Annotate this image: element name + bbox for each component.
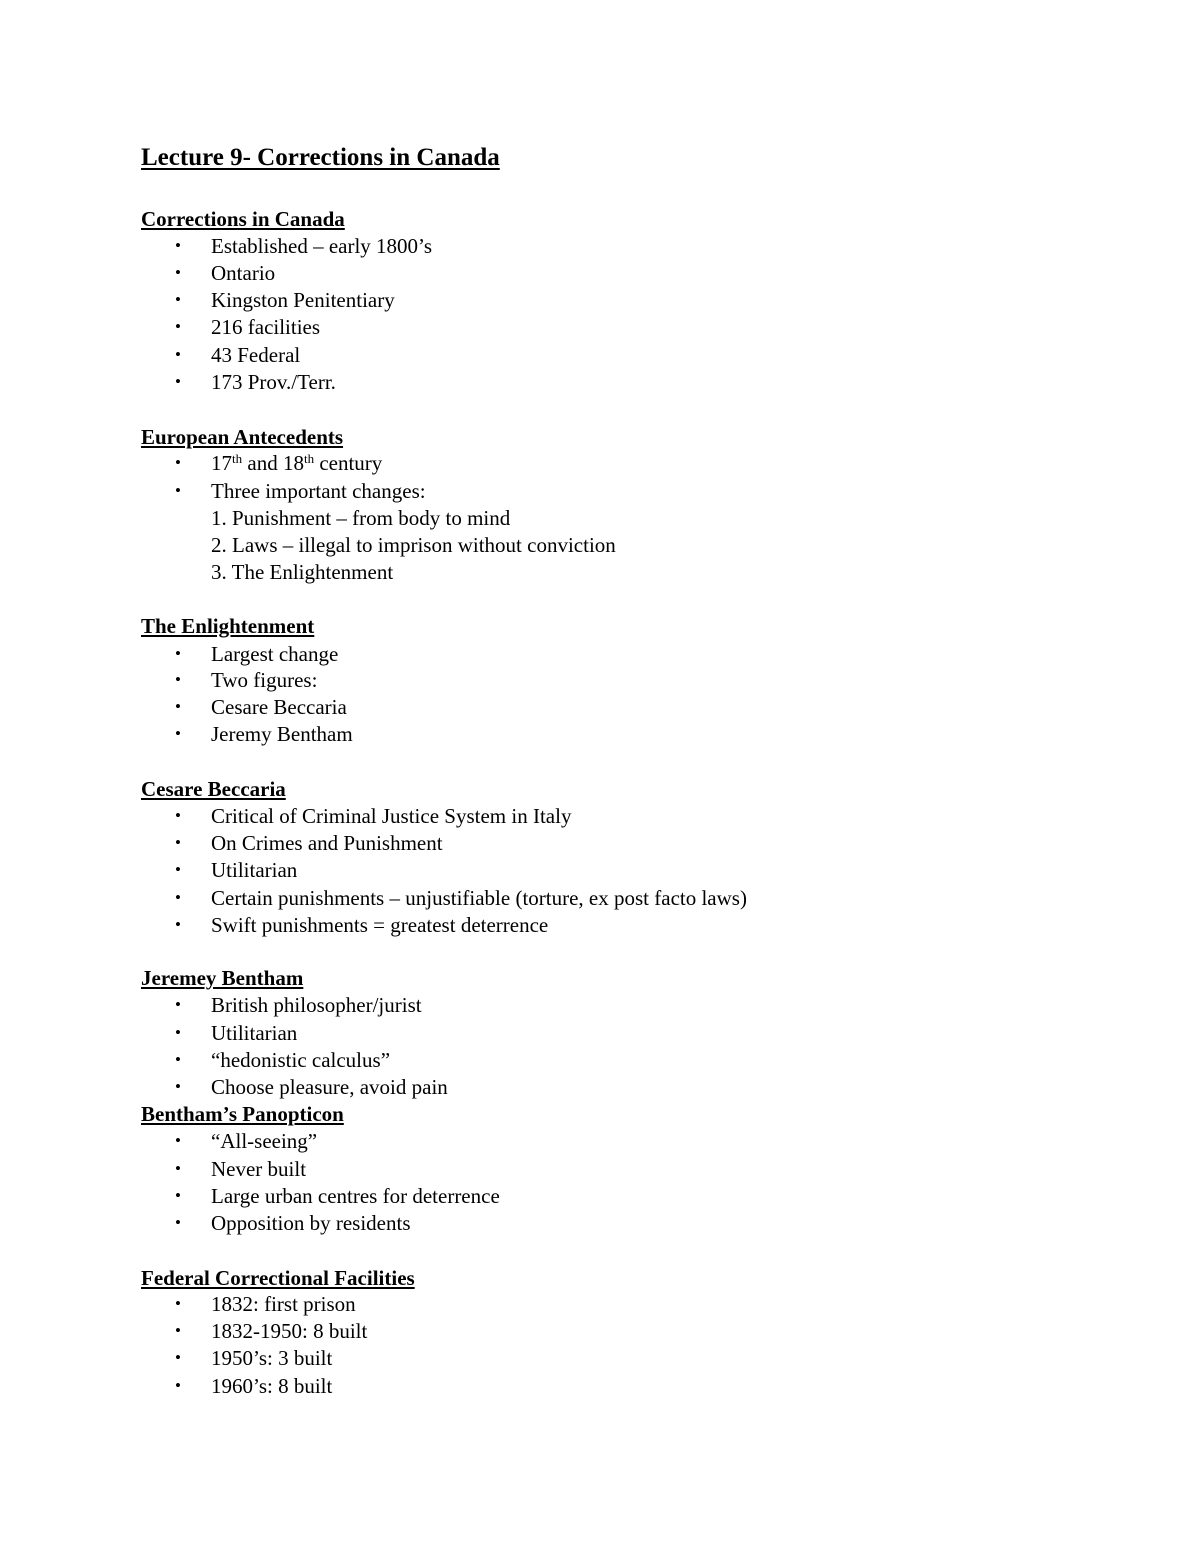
section-heading-enlightenment: The Enlightenment [141,614,315,638]
section-heading-beccaria: Cesare Beccaria [141,777,286,801]
bullet-icon: • [175,860,181,879]
bullet-icon: • [175,995,181,1014]
numbered-item: 2. Laws – illegal to imprison without conviction [211,533,616,557]
bullet-icon: • [175,317,181,336]
section-heading-bentham: Jeremey Bentham [141,966,304,990]
bullet-icon: • [175,263,181,282]
bullet-icon: • [175,1321,181,1340]
bullet-icon: • [175,345,181,364]
bullet-icon: • [175,1050,181,1069]
bullet-icon: • [175,290,181,309]
section-heading-european: European Antecedents [141,425,344,449]
bullet-icon: • [175,1023,181,1042]
bullet-icon: • [175,1213,181,1232]
bullet-icon: • [175,888,181,907]
numbered-item: 1. Punishment – from body to mind [211,506,511,530]
bullet-icon: • [175,1131,181,1150]
bullet-icon: • [175,806,181,825]
bullet-icon: • [175,697,181,716]
bullet-icon: • [175,644,181,663]
page-title: Lecture 9- Corrections in Canada [141,144,500,171]
bullet-icon: • [175,481,181,500]
bullet-icon: • [175,453,181,472]
numbered-item: 3. The Enlightenment [211,560,394,584]
bullet-icon: • [175,236,181,255]
bullet-icon: • [175,1294,181,1313]
section-heading-federal-facilities: Federal Correctional Facilities [141,1266,415,1290]
section-heading-corrections: Corrections in Canada [141,207,345,231]
bullet-icon: • [175,670,181,689]
bullet-icon: • [175,1376,181,1395]
bullet-icon: • [175,833,181,852]
bullet-icon: • [175,1186,181,1205]
bullet-icon: • [175,1348,181,1367]
document-page: Lecture 9- Corrections in Canada Corrections in Canada • Established – early 1800’s • Ontario • Kingston Penitentiary • 216 facilities • 43 Federal • 173 Prov./Terr. European Antecedents • 17th and 18th century • Three important changes: 1. Punishment – from body to mind 2. Laws – illegal to imprison without conviction 3. The Enlightenment The Enlightenment • Largest change • Two figures: • Cesare Beccaria • Jeremy Bentham Cesare Beccaria • Critical of Criminal Justice System in Italy • On Crimes and Punishment • Utilitarian • Certain punishments – unjustifiable (torture, ex post facto laws) • Swift punishments = greatest deterrence Jeremey Bentham • British philosopher/jurist • Utilitarian • “hedonistic calculus” • Choose pleasure, avoid pain Bentham’s Panopticon • “All-seeing” • Never built • Large urban centres for deterrence • Opposition by residents Federal Correctional Facilities • 1832: first prison • 1832-1950: 8 built • 1950’s: 3 built • 1960’s: 8 built [141,144,747,1398]
bullet-icon: • [175,1159,181,1178]
bullet-icon: • [175,1077,181,1096]
bullet-icon: • [175,724,181,743]
bullet-icon: • [175,915,181,934]
bullet-icon: • [175,372,181,391]
section-heading-panopticon: Bentham’s Panopticon [141,1102,344,1126]
